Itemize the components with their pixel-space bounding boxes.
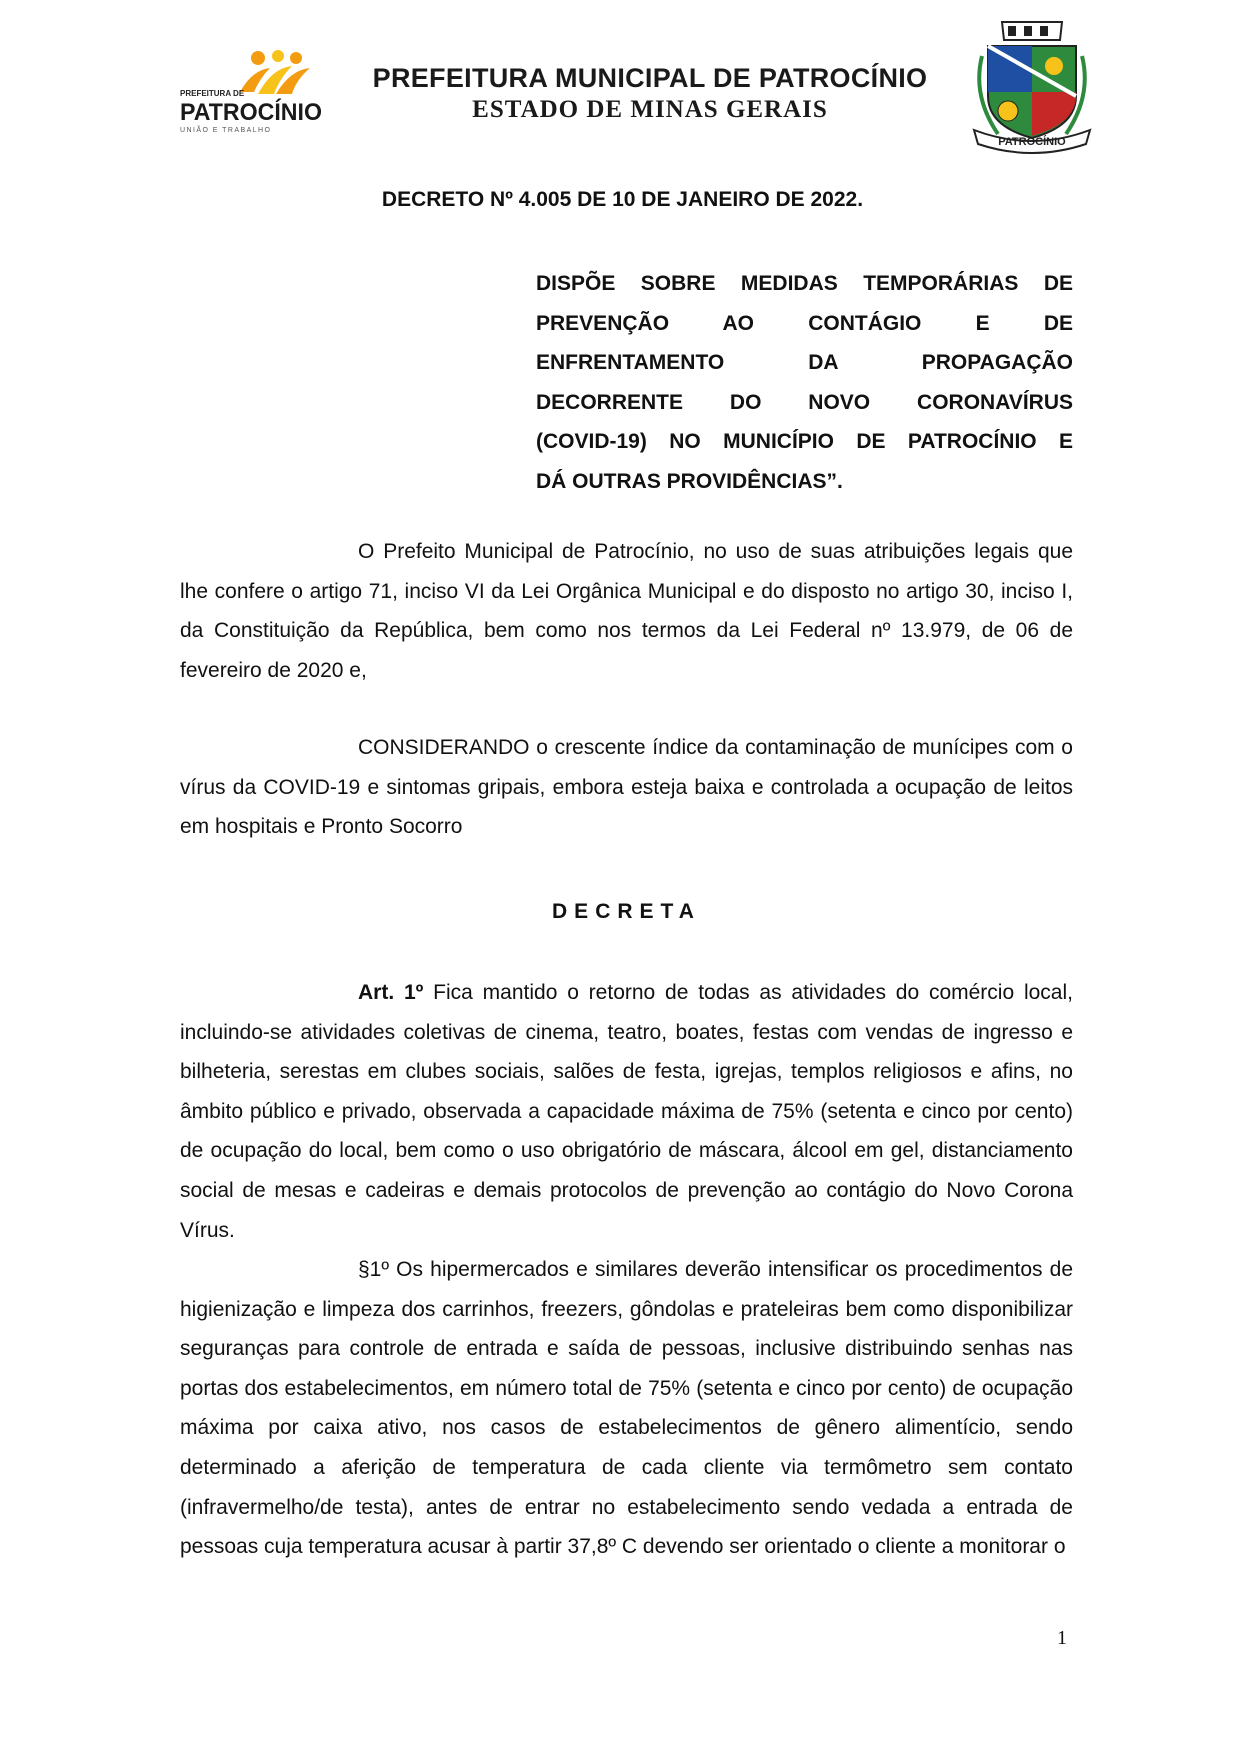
header-title: PREFEITURA MUNICIPAL DE PATROCÍNIO	[372, 63, 928, 93]
prefeitura-logo	[180, 48, 322, 134]
decreta-heading: DECRETA	[552, 900, 701, 923]
paragraph-1-label: §1º	[358, 1258, 390, 1281]
preamble-text: O Prefeito Municipal de Patrocínio, no uso de suas atribuições legais que lhe confere o artigo 71, inciso VI da Lei Orgânica Municipal e do disposto no artigo 30, inciso I, da Constituição da República, bem como nos termos da Lei Federal nº 13.979, de 06 de fevereiro de 2020 e,	[180, 540, 1073, 682]
summary-line: ENFRENTAMENTO DA PROPAGAÇÃO	[536, 351, 1073, 375]
decree-title: DECRETO Nº 4.005 DE 10 DE JANEIRO DE 2022.	[381, 188, 864, 211]
logo-small-text: PREFEITURA DE	[180, 89, 245, 98]
decree-summary	[536, 264, 1073, 502]
municipal-crest	[968, 16, 1096, 154]
logo-slogan-text: UNIÃO E TRABALHO	[180, 127, 270, 134]
article-1-paragraph	[180, 973, 1073, 1250]
summary-line: PREVENÇÃO AO CONTÁGIO E DE	[536, 311, 1073, 335]
header-subtitle: ESTADO DE MINAS GERAIS	[472, 96, 828, 123]
article-1-label: Art. 1º	[358, 981, 424, 1004]
crest-banner-text: PATROCÍNIO	[998, 136, 1066, 148]
summary-line: DECORRENTE DO NOVO CORONAVÍRUS	[536, 390, 1073, 414]
header-titles	[340, 62, 960, 126]
logo-figures-icon	[180, 48, 322, 134]
logo-main-text: PATROCÍNIO	[180, 99, 322, 126]
considerando-paragraph	[180, 728, 1073, 847]
article-1-text: Fica mantido o retorno de todas as atividades do comércio local, incluindo-se atividades coletivas de cinema, teatro, boates, festas com vendas de ingresso e bilheteria, serestas em clubes sociais, salões de festa, igrejas, templos religiosos e afins, no âmbito público e privado, observada a capacidade máxima de 75% (setenta e cinco por cento) de ocupação do local, bem como o uso obrigatório de máscara, álcool em gel, distanciamento social de mesas e cadeiras e demais protocolos de prevenção ao contágio do Novo Corona Vírus.	[180, 981, 1073, 1242]
paragraph-1-text: Os hipermercados e similares deverão intensificar os procedimentos de higienização e limpeza dos carrinhos, freezers, gôndolas e prateleiras bem como disponibilizar seguranças para controle de entrada e saída de pessoas, inclusive distribuindo senhas nas portas dos estabelecimentos, em número total de 75% (setenta e cinco por cento) de ocupação máxima por caixa ativo, nos casos de estabelecimentos de gênero alimentício, sendo determinado a aferição de temperatura de cada cliente via termômetro sem contato (infravermelho/de testa), antes de entrar no estabelecimento sendo vedada a entrada de pessoas cuja temperatura acusar à partir 37,8º C devendo ser orientado o cliente a monitorar o	[180, 1258, 1073, 1559]
paragraph-1	[180, 1250, 1073, 1567]
summary-line: (COVID-19) NO MUNICÍPIO DE PATROCÍNIO E	[536, 430, 1073, 454]
considerando-text: CONSIDERANDO o crescente índice da contaminação de munícipes com o vírus da COVID-19 e sintomas gripais, embora esteja baixa e controlada a ocupação de leitos em hospitais e Pronto Socorro	[180, 736, 1073, 839]
summary-line: DISPÕE SOBRE MEDIDAS TEMPORÁRIAS DE	[536, 272, 1073, 295]
summary-line: DÁ OUTRAS PROVIDÊNCIAS”.	[536, 469, 843, 493]
coat-of-arms-icon	[968, 16, 1096, 154]
page-number: 1	[1057, 1627, 1067, 1649]
preamble-paragraph	[180, 532, 1073, 690]
